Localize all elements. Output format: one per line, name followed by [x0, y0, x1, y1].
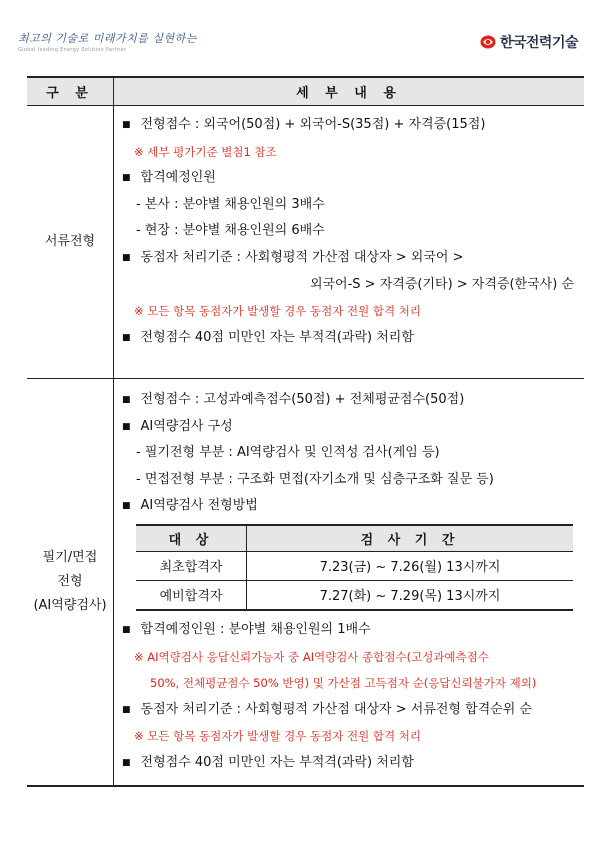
schedule-target: 예비합격자	[136, 581, 247, 609]
header-category: 구 분	[27, 78, 114, 105]
sub-item: - 본사 : 분야별 채용인원의 3배수	[136, 196, 325, 212]
category-line: 필기/면접	[42, 550, 98, 565]
list-item: ■ AI역량검사 전형방법	[122, 493, 584, 520]
list-item-continuation: 외국어-S > 자격증(기타) > 자격증(한국사) 순	[309, 276, 574, 292]
row-details	[114, 106, 584, 378]
list-item: ■ 전형점수 40점 미만인 자는 부적격(과락) 처리함	[122, 325, 584, 352]
table-row-written-interview	[27, 379, 584, 787]
list-item: ■ 동점자 처리기준 : 사회형평적 가산점 대상자 > 서류전형 합격순위 순	[122, 697, 584, 724]
company-logo-icon	[480, 35, 496, 49]
slogan-text: 최고의 기술로 미래가치를 실현하는	[18, 32, 197, 45]
list-item: ■ 전형점수 40점 미만인 자는 부적격(과락) 처리함	[122, 750, 584, 777]
list-item: ■ AI역량검사 구성	[122, 414, 584, 441]
note-text-continuation: 50%, 전체평균점수 50% 반영) 및 가산점 고득점자 순(응답신뢰불가자 제외)	[150, 676, 537, 691]
schedule-table	[136, 524, 573, 611]
table-row-document-screening	[27, 106, 584, 379]
list-item: ■ 전형점수 : 외국어(50점) + 외국어-S(35점) + 자격증(15점)	[122, 112, 584, 139]
slogan-subtext: Global leading Energy Solution Partner	[18, 47, 127, 53]
header-details: 세 부 내 용	[296, 86, 402, 101]
note-text: ※ 모든 항목 동점자가 발생할 경우 동점자 전원 합격 처리	[134, 729, 421, 744]
sub-item: - 면접전형 부분 : 구조화 면접(자기소개 및 심층구조화 질문 등)	[136, 471, 494, 487]
company-name: 한국전력기술	[499, 35, 578, 51]
page-header	[0, 0, 598, 62]
row-details	[114, 379, 584, 785]
list-item: ■ 합격예정인원 : 분야별 채용인원의 1배수	[122, 617, 584, 644]
row-category	[27, 379, 114, 785]
schedule-period: 7.23(금) ~ 7.26(월) 13시까지	[319, 560, 501, 576]
schedule-header-period: 검 사 기 간	[360, 532, 460, 548]
note-text: ※ AI역량검사 응답신뢰가능자 중 AI역량검사 종합점수(고성과예측점수	[134, 649, 489, 664]
sub-item: - 필기전형 부분 : AI역량검사 및 인적성 검사(게임 등)	[136, 445, 440, 461]
schedule-target: 최초합격자	[136, 552, 247, 580]
row-category: 서류전형	[27, 106, 114, 378]
list-item: ■ 합격예정인원	[122, 165, 584, 192]
category-line: (AI역량검사)	[33, 598, 107, 613]
selection-criteria-table	[27, 76, 584, 787]
schedule-period: 7.27(화) ~ 7.29(목) 13시까지	[319, 589, 501, 605]
schedule-header-target: 대 상	[136, 526, 247, 551]
sub-item: - 현장 : 분야별 채용인원의 6배수	[136, 223, 325, 239]
note-text: ※ 모든 항목 동점자가 발생할 경우 동점자 전원 합격 처리	[134, 304, 421, 319]
list-item: ■ 전형점수 : 고성과예측점수(50점) + 전체평균점수(50점)	[122, 387, 584, 414]
table-row	[136, 552, 573, 580]
note-text: ※ 세부 평가기준 별첨1 참조	[134, 144, 277, 159]
company-brand	[480, 32, 578, 52]
table-header-row	[27, 76, 584, 106]
category-line: 전형	[57, 574, 83, 589]
company-slogan	[18, 30, 197, 53]
schedule-header-row	[136, 526, 573, 552]
table-row	[136, 580, 573, 609]
list-item: ■ 동점자 처리기준 : 사회형평적 가산점 대상자 > 외국어 >	[122, 245, 584, 272]
